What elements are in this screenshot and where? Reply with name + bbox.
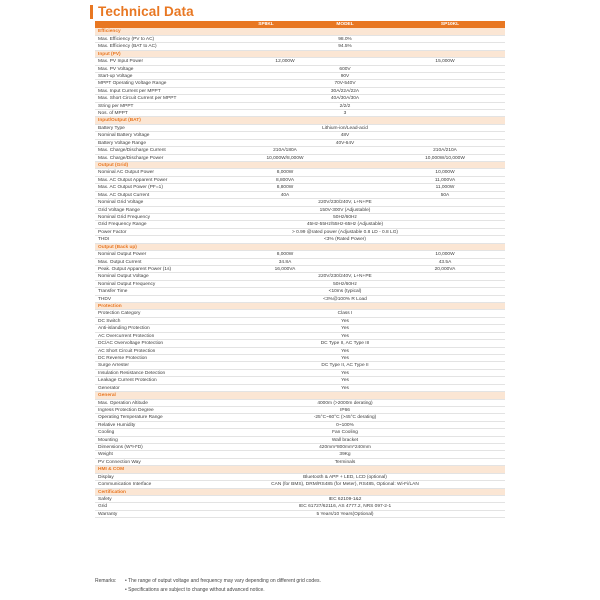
- spec-label: Dimensions (W*H*D): [98, 445, 143, 451]
- section-header: [95, 51, 505, 58]
- spec-label: Nominal Output Frequency: [98, 281, 156, 287]
- section-title: HMI & COM: [98, 467, 125, 473]
- section-header: [95, 303, 505, 310]
- spec-value: 150V-300V (Adjustable): [319, 207, 371, 213]
- spec-value: 98.0%: [338, 36, 352, 42]
- table-row: [95, 95, 505, 102]
- spec-label: Nominal AC Output Power: [98, 170, 154, 176]
- section-header: [95, 466, 505, 473]
- spec-label: Nominal Grid Voltage: [98, 200, 144, 206]
- section-title: Input/Output (BAT): [98, 118, 141, 124]
- table-row: [95, 273, 505, 280]
- section-header: [95, 117, 505, 124]
- table-row: [95, 437, 505, 444]
- table-row: [95, 73, 505, 80]
- spec-value-sp10kl: 15,000W: [435, 59, 455, 65]
- table-row: [95, 474, 505, 481]
- spec-value: DC Type II, AC Type II: [321, 363, 369, 369]
- section-title: Efficiency: [98, 29, 121, 35]
- spec-value: IP66: [340, 407, 350, 413]
- spec-value: Yes: [341, 326, 349, 332]
- spec-label: Nominal Output Power: [98, 252, 147, 258]
- spec-value: <10ms (typical): [328, 289, 362, 295]
- spec-label: Max. Charge/Discharge Power: [98, 155, 164, 161]
- spec-value: 50Hz/60Hz: [333, 281, 357, 287]
- table-row: [95, 155, 505, 162]
- spec-label: Operating Temperature Range: [98, 415, 163, 421]
- table-row: [95, 125, 505, 132]
- spec-value: 220V/230/240V, L+N+PE: [318, 274, 372, 280]
- spec-label: DC Reverse Protection: [98, 355, 148, 361]
- spec-label: MPPT Operating Voltage Range: [98, 81, 167, 87]
- table-row: [95, 58, 505, 65]
- spec-value-sp10kl: 11,000VA: [434, 177, 456, 183]
- spec-label: Peak. Output Apparent Power (1s): [98, 266, 172, 272]
- table-row: [95, 496, 505, 503]
- spec-value-sp8kl: 10,000W/8,000W: [266, 155, 304, 161]
- section-title: Certification: [98, 489, 126, 495]
- section-title: Output (Grid): [98, 163, 129, 169]
- spec-label: Battery Type: [98, 125, 125, 131]
- spec-value: Terminals: [334, 459, 356, 465]
- table-row: [95, 288, 505, 295]
- spec-value-sp10kl: 10,000W: [435, 170, 455, 176]
- spec-label: Start-up Voltage: [98, 73, 133, 79]
- spec-value-sp10kl: 11,000W: [435, 185, 455, 191]
- spec-label: Relative Humidity: [98, 422, 136, 428]
- section-title: Output (Back up): [98, 244, 137, 250]
- table-row: [95, 444, 505, 451]
- table-row: [95, 325, 505, 332]
- spec-value: Yes: [341, 370, 349, 376]
- spec-value: 2/2/2: [339, 103, 351, 109]
- table-row: [95, 422, 505, 429]
- spec-label: Anti-islanding Protection: [98, 326, 150, 332]
- table-row: [95, 377, 505, 384]
- section-title: General: [98, 393, 116, 399]
- table-row: [95, 214, 505, 221]
- table-row: [95, 147, 505, 154]
- spec-value: Lithium-ion/Lead-acid: [322, 125, 368, 131]
- spec-value: 48V: [340, 133, 350, 139]
- table-row: [95, 66, 505, 73]
- spec-value-sp8kl: 40A: [280, 192, 290, 198]
- spec-value: Yes: [341, 348, 349, 354]
- spec-label: Max. PV Input Power: [98, 59, 144, 65]
- spec-value: 5 Years/10 Years(Optional): [316, 511, 374, 517]
- spec-label: Max. Short Circuit Current per MPPT: [98, 96, 177, 102]
- table-row: [95, 184, 505, 191]
- spec-label: Max. AC Output Apparent Power: [98, 177, 168, 183]
- table-row: [95, 362, 505, 369]
- table-row: [95, 177, 505, 184]
- spec-label: DC Switch: [98, 318, 121, 324]
- table-row: [95, 266, 505, 273]
- remarks-label: Remarks:: [95, 578, 117, 584]
- table-row: [95, 169, 505, 176]
- table-row: [95, 407, 505, 414]
- table-row: [95, 36, 505, 43]
- spec-label: Max. Operation Altitude: [98, 400, 148, 406]
- spec-label: Generator: [98, 385, 120, 391]
- table-row: [95, 229, 505, 236]
- spec-value: IEC 61727/62116, AS 4777.2, NRS 097-2-1: [298, 504, 392, 510]
- table-row: [95, 110, 505, 117]
- spec-value-sp10kl: 50A: [440, 192, 450, 198]
- table-row: [95, 429, 505, 436]
- spec-label: Leakage Current Protection: [98, 378, 157, 384]
- spec-value: IEC 62109-1&2: [328, 497, 362, 502]
- spec-value: Class I: [337, 311, 353, 317]
- spec-value-sp8kl: 34.8A: [278, 259, 292, 265]
- table-row: [95, 132, 505, 139]
- table-header: [95, 21, 505, 28]
- spec-value: 40A/30A/30A: [330, 96, 360, 102]
- spec-value-sp8kl: 8,800W: [276, 185, 294, 191]
- spec-value: 30A/22A/22A: [330, 88, 360, 94]
- spec-label: Nos. of MPPT: [98, 111, 128, 117]
- table-row: [95, 459, 505, 466]
- spec-label: Max. Efficiency (BAT to AC): [98, 44, 157, 50]
- table-row: [95, 414, 505, 421]
- spec-label: Max. Efficiency (PV to AC): [98, 36, 155, 42]
- spec-value-sp8kl: 8,000W: [276, 252, 294, 258]
- remark-line: • Specifications are subject to change without advanced notice.: [125, 587, 265, 593]
- table-row: [95, 43, 505, 50]
- spec-label: Grid Frequency Range: [98, 222, 147, 228]
- spec-value-sp10kl: 43.5A: [438, 259, 452, 265]
- table-row: [95, 259, 505, 266]
- spec-value: 50Hz/60Hz: [333, 214, 357, 220]
- spec-label: Nominal Grid Frequency: [98, 214, 150, 220]
- spec-value-sp10kl: 20,000VA: [434, 266, 456, 272]
- spec-table: [95, 21, 505, 518]
- table-row: [95, 199, 505, 206]
- spec-label: Warranty: [98, 511, 118, 517]
- spec-value: 70V-540V: [334, 81, 356, 87]
- table-row: [95, 296, 505, 303]
- table-row: [95, 236, 505, 243]
- spec-label: Grid Voltage Range: [98, 207, 140, 213]
- spec-label: THDI: [98, 237, 110, 243]
- title-row: [90, 4, 194, 20]
- spec-value: DC Type II, AC Type III: [320, 341, 370, 347]
- table-row: [95, 310, 505, 317]
- spec-label: Safety: [98, 497, 112, 502]
- spec-value: Wall bracket: [331, 437, 359, 443]
- spec-label: String per MPPT: [98, 103, 134, 109]
- spec-value: Yes: [341, 355, 349, 361]
- spec-label: Mounting: [98, 437, 118, 443]
- spec-value: 40V-64V: [335, 140, 355, 146]
- title-accent-bar: [90, 5, 93, 19]
- table-row: [95, 511, 505, 518]
- section-header: [95, 28, 505, 35]
- table-row: [95, 348, 505, 355]
- spec-value: 45Hz-55Hz/55Hz-65Hz (Adjustable): [306, 222, 384, 228]
- table-row: [95, 221, 505, 228]
- spec-label: PV Connection Way: [98, 459, 141, 465]
- spec-label: Nominal Output Voltage: [98, 274, 149, 280]
- spec-value: 94.5%: [338, 44, 352, 50]
- spec-value: 600V: [339, 66, 351, 72]
- spec-label: Protection Category: [98, 311, 141, 317]
- spec-value: 39Kg: [339, 452, 351, 458]
- spec-label: AC Overcurrent Protection: [98, 333, 155, 339]
- spec-value-sp8kl: 16,000VA: [274, 266, 296, 272]
- spec-value-sp10kl: 10,000W/10,000W: [425, 155, 465, 161]
- spec-value: CAN (for BMS), DRM/RS485 (for Meter), RS485, Optional: Wi-Fi/LAN: [271, 482, 419, 488]
- spec-value: Fan Cooling: [332, 430, 358, 436]
- spec-label: Surge Arrester: [98, 363, 129, 369]
- spec-label: Insulation Resistance Detection: [98, 370, 166, 376]
- table-row: [95, 400, 505, 407]
- table-row: [95, 88, 505, 95]
- table-row: [95, 385, 505, 392]
- table-row: [95, 355, 505, 362]
- spec-label: Grid: [98, 504, 108, 510]
- table-row: [95, 281, 505, 288]
- spec-label: Power Factor: [98, 229, 127, 235]
- page-title: Technical Data: [98, 4, 194, 19]
- header-model: MODEL: [336, 22, 354, 27]
- table-row: [95, 451, 505, 458]
- table-row: [95, 140, 505, 147]
- table-row: [95, 340, 505, 347]
- spec-label: Max. Input Current per MPPT: [98, 88, 161, 94]
- spec-label: Max. PV Voltage: [98, 66, 134, 72]
- table-row: [95, 251, 505, 258]
- spec-value: Yes: [341, 333, 349, 339]
- spec-label: Max. AC Output Current: [98, 192, 150, 198]
- spec-label: Cooling: [98, 430, 115, 436]
- spec-label: Communication Interface: [98, 482, 152, 488]
- spec-value-sp8kl: 12,000W: [275, 59, 295, 65]
- header-col1: SP8KL: [258, 22, 274, 27]
- table-row: [95, 481, 505, 488]
- spec-value: 4000m (>2000m derating): [317, 400, 373, 406]
- spec-value: Bluetooth & APP + LED, LCD (optional): [303, 474, 387, 480]
- spec-value: <3%@100% R Load: [323, 296, 367, 302]
- table-row: [95, 103, 505, 110]
- section-title: Input (PV): [98, 51, 121, 57]
- spec-value-sp8kl: 8,800VA: [275, 177, 295, 183]
- spec-label: Nominal Battery Voltage: [98, 133, 150, 139]
- section-header: [95, 392, 505, 399]
- table-row: [95, 80, 505, 87]
- spec-label: Transfer Time: [98, 289, 128, 295]
- table-body: [95, 28, 505, 518]
- spec-value: Yes: [341, 318, 349, 324]
- table-row: [95, 192, 505, 199]
- spec-label: Ingress Protection Degree: [98, 407, 154, 413]
- section-header: [95, 489, 505, 496]
- spec-label: DC/AC Overvoltage Protection: [98, 341, 164, 347]
- spec-value: 90V: [340, 73, 350, 79]
- spec-label: Max. Output Current: [98, 259, 142, 265]
- spec-value-sp8kl: 8,000W: [276, 170, 294, 176]
- spec-label: Max. AC Output Power (PF=1): [98, 185, 163, 191]
- table-row: [95, 318, 505, 325]
- spec-value: -25°C~60°C (>45°C derating): [313, 415, 377, 421]
- spec-value-sp10kl: 10,000W: [435, 252, 455, 258]
- spec-label: Battery Voltage Range: [98, 140, 147, 146]
- spec-label: THDV: [98, 296, 112, 302]
- spec-value-sp8kl: 210A/180A: [273, 148, 297, 154]
- table-row: [95, 207, 505, 214]
- spec-value: 0~100%: [336, 422, 354, 428]
- spec-label: Display: [98, 474, 114, 480]
- spec-value: 220V/230/240V, L+N+PE: [318, 200, 372, 206]
- spec-label: AC Short Circuit Protection: [98, 348, 156, 354]
- spec-value: Yes: [341, 378, 349, 384]
- section-header: [95, 244, 505, 251]
- spec-value: Yes: [341, 385, 349, 391]
- table-row: [95, 333, 505, 340]
- header-col2: SP10KL: [440, 22, 460, 27]
- remark-line: • The range of output voltage and frequency may vary depending on different grid codes.: [125, 578, 321, 584]
- section-header: [95, 162, 505, 169]
- table-row: [95, 370, 505, 377]
- spec-value: 420mm*800mm*240mm: [319, 445, 371, 451]
- spec-label: Weight: [98, 452, 113, 458]
- table-row: [95, 503, 505, 510]
- spec-value-sp10kl: 210A/210A: [433, 148, 457, 154]
- spec-value: 3: [343, 111, 347, 117]
- spec-value: > 0.99 @rated power (Adjustable 0.8 LD - 0.8 LG): [291, 229, 399, 235]
- section-title: Protection: [98, 304, 122, 310]
- spec-value: <3% (Rated Power): [324, 237, 366, 243]
- spec-label: Max. Charge/Discharge Current: [98, 148, 166, 154]
